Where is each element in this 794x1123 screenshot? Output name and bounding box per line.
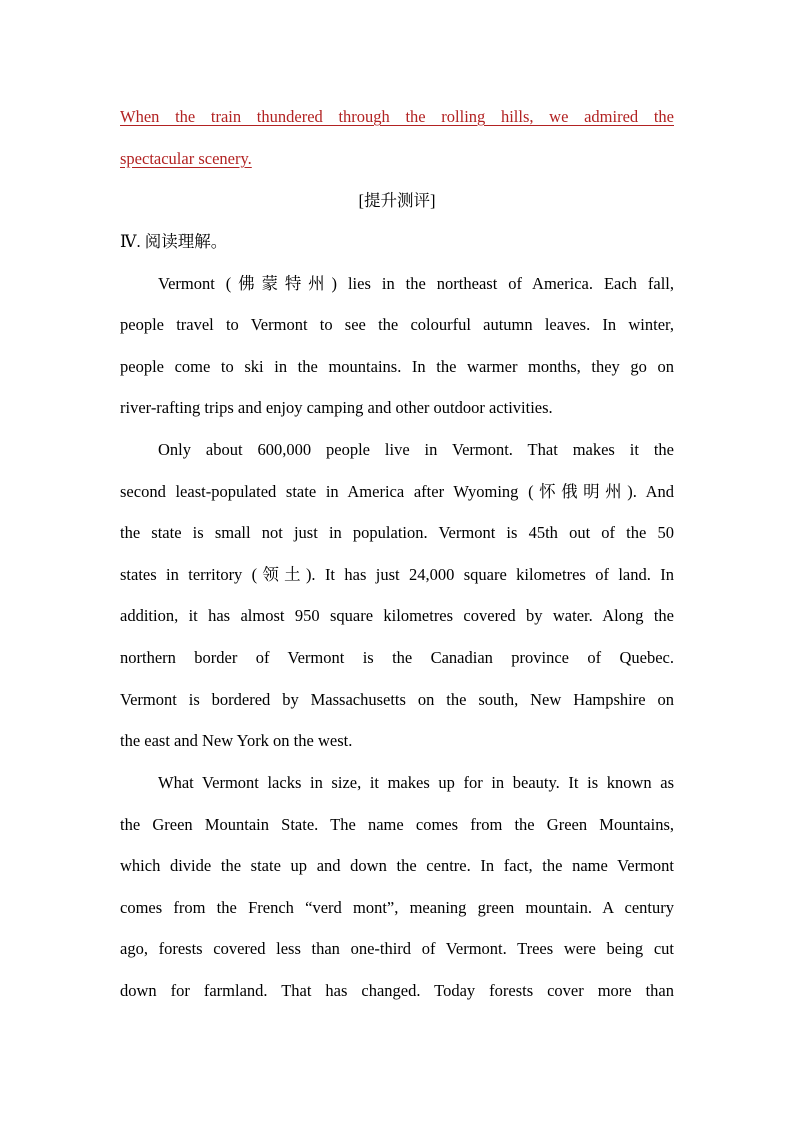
paragraph-2-line-2: second least-populated state in America after Wyoming (怀俄明州). And bbox=[120, 482, 674, 501]
paragraph-1-line-4: river-rafting trips and enjoy camping and other outdoor activities. bbox=[120, 398, 553, 417]
paragraph-2-line-1: Only about 600,000 people live in Vermont. That makes it the bbox=[158, 440, 674, 459]
paragraph-2-line-4: states in territory (领土). It has just 24,000 square kilometres of land. In bbox=[120, 565, 674, 584]
paragraph-3-line-4: comes from the French “verd mont”, meaning green mountain. A century bbox=[120, 898, 674, 917]
paragraph-1-line-3: people come to ski in the mountains. In the warmer months, they go on bbox=[120, 357, 674, 376]
answer-line-2: spectacular scenery. bbox=[120, 149, 252, 168]
paragraph-3-line-6: down for farmland. That has changed. Today forests cover more than bbox=[120, 981, 674, 1000]
paragraph-3-line-1: What Vermont lacks in size, it makes up for in beauty. It is known as bbox=[158, 773, 674, 792]
paragraph-1-line-2: people travel to Vermont to see the colourful autumn leaves. In winter, bbox=[120, 315, 674, 334]
paragraph-2-line-5: addition, it has almost 950 square kilometres covered by water. Along the bbox=[120, 606, 674, 625]
answer-line-1: When the train thundered through the rolling hills, we admired the bbox=[120, 107, 674, 126]
paragraph-1-line-1: Vermont (佛蒙特州) lies in the northeast of America. Each fall, bbox=[158, 274, 674, 293]
paragraph-3-line-2: the Green Mountain State. The name comes from the Green Mountains, bbox=[120, 815, 674, 834]
paragraph-2-line-6: northern border of Vermont is the Canadian province of Quebec. bbox=[120, 648, 674, 667]
paragraph-2-line-7: Vermont is bordered by Massachusetts on the south, New Hampshire on bbox=[120, 690, 674, 709]
paragraph-2-line-8: the east and New York on the west. bbox=[120, 731, 353, 750]
paragraph-3-line-5: ago, forests covered less than one-third of Vermont. Trees were being cut bbox=[120, 939, 674, 958]
paragraph-2-line-3: the state is small not just in population. Vermont is 45th out of the 50 bbox=[120, 523, 674, 542]
paragraph-3-line-3: which divide the state up and down the centre. In fact, the name Vermont bbox=[120, 856, 674, 875]
question-heading: Ⅳ. 阅读理解。 bbox=[120, 232, 228, 251]
section-title: [提升测评] bbox=[358, 191, 436, 210]
